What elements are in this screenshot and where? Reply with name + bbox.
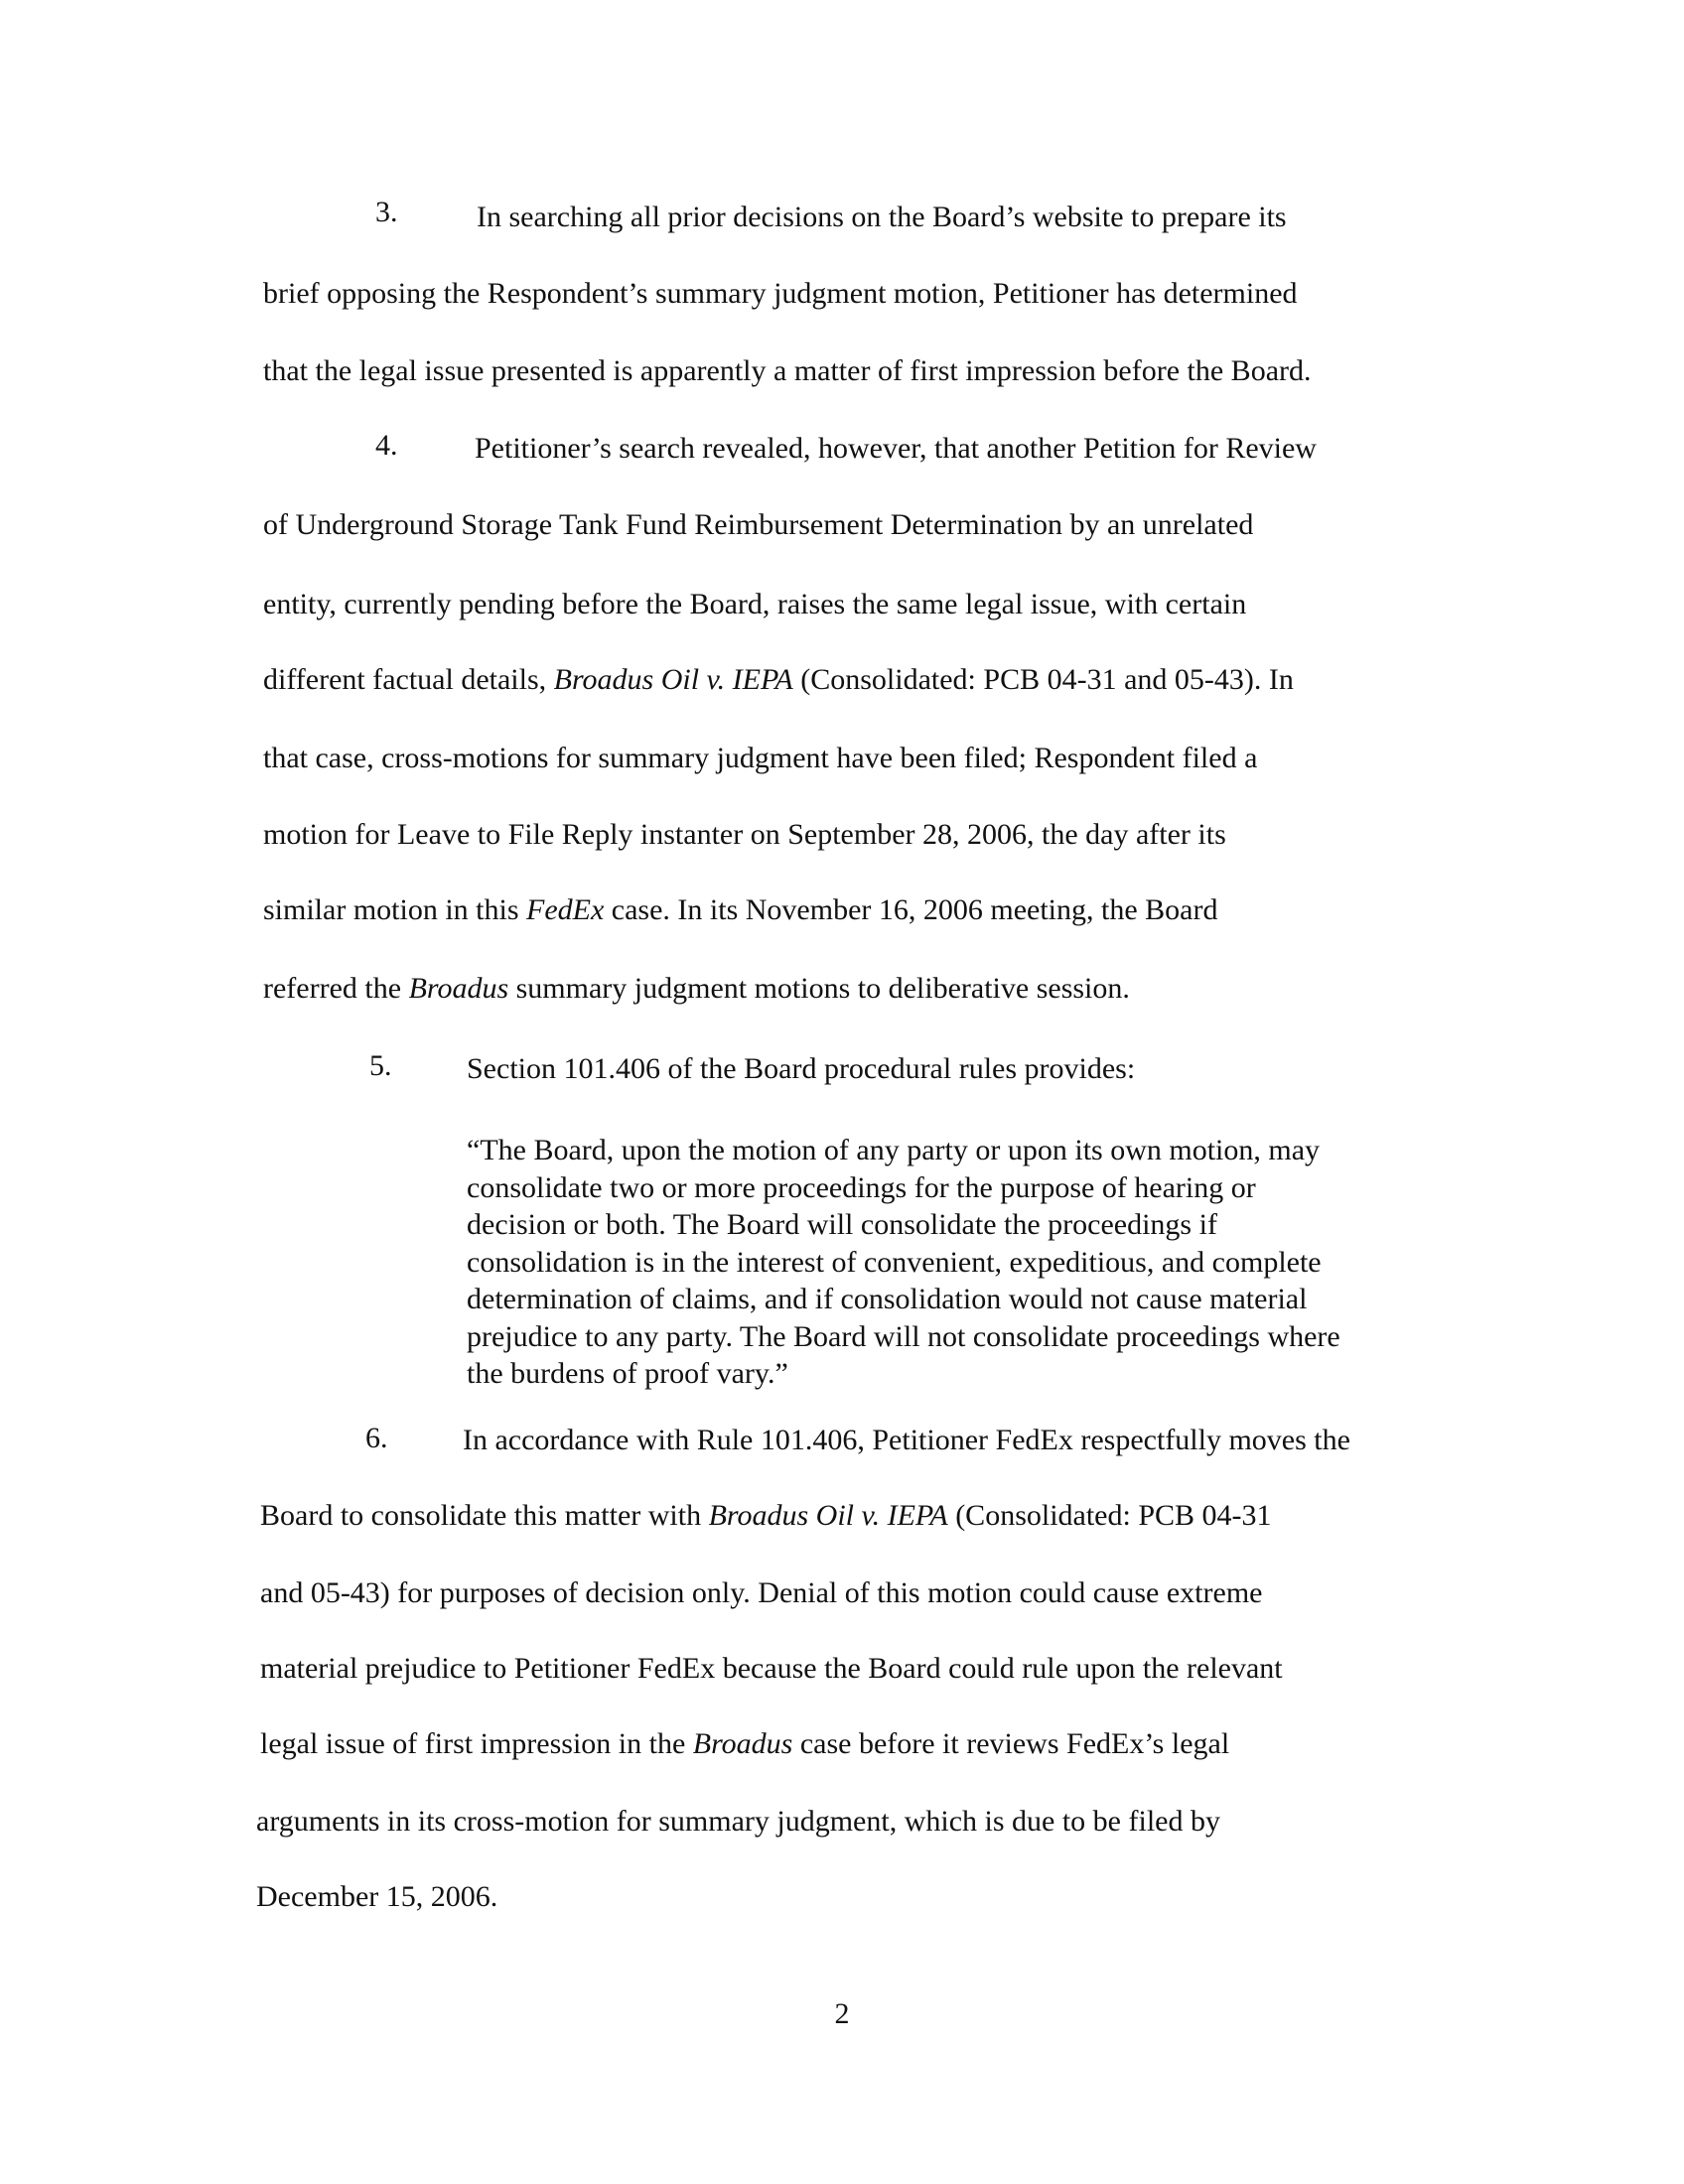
paragraph-6-line-7: December 15, 2006. xyxy=(256,1880,498,1913)
paragraph-4-line-2: of Underground Storage Tank Fund Reimbursement Determination by an unrelated xyxy=(263,508,1254,541)
quote-line: “The Board, upon the motion of any party or upon its own motion, may xyxy=(467,1134,1321,1166)
paragraph-4-line-4 xyxy=(263,661,1294,699)
paragraph-4-line-1: Petitioner’s search revealed, however, that another Petition for Review xyxy=(475,432,1317,465)
paragraph-5-text: Section 101.406 of the Board procedural rules provides: xyxy=(467,1052,1136,1085)
text-run: case before it reviews FedEx’s legal xyxy=(792,1727,1230,1760)
quote-line: prejudice to any party. The Board will not consolidate proceedings where xyxy=(467,1319,1340,1353)
paragraph-6-line-6: arguments in its cross-motion for summary judgment, which is due to be filed by xyxy=(256,1805,1220,1838)
paragraph-6-line-5 xyxy=(260,1725,1229,1763)
quote-line: determination of claims, and if consolidation would not cause material xyxy=(467,1283,1308,1315)
paragraph-3-line-3: that the legal issue presented is apparently a matter of first impression before the Board. xyxy=(263,354,1312,387)
paragraph-3-line-1: In searching all prior decisions on the Board’s website to prepare its xyxy=(477,201,1287,233)
block-quote xyxy=(467,1132,1460,1393)
text-run: referred the xyxy=(263,972,409,1005)
paragraph-number: 6. xyxy=(365,1422,388,1454)
paragraph-6-line-1: In accordance with Rule 101.406, Petitioner FedEx respectfully moves the xyxy=(463,1424,1350,1456)
text-run: similar motion in this xyxy=(263,893,527,926)
paragraph-6-line-2 xyxy=(260,1497,1272,1535)
case-citation: Broadus xyxy=(408,972,509,1005)
paragraph-number: 3. xyxy=(375,196,398,228)
text-run: case. In its November 16, 2006 meeting, the Board xyxy=(604,893,1218,926)
case-citation: Broadus Oil v. IEPA xyxy=(553,663,793,696)
text-run: summary judgment motions to deliberative session. xyxy=(508,972,1130,1005)
paragraph-4-line-6: motion for Leave to File Reply instanter on September 28, 2006, the day after its xyxy=(263,818,1226,851)
paragraph-4-line-7 xyxy=(263,891,1217,929)
quote-line: decision or both. The Board will consolidate the proceedings if xyxy=(467,1208,1217,1241)
quote-line: consolidation is in the interest of convenient, expeditious, and complete xyxy=(467,1245,1322,1279)
paragraph-4-line-8 xyxy=(263,970,1130,1008)
text-run: (Consolidated: PCB 04-31 and 05-43). In xyxy=(792,663,1294,696)
paragraph-number: 5. xyxy=(369,1049,392,1082)
text-run: different factual details, xyxy=(263,663,554,696)
text-run: (Consolidated: PCB 04-31 xyxy=(947,1499,1272,1532)
paragraph-number: 4. xyxy=(375,429,398,462)
text-run: Board to consolidate this matter with xyxy=(260,1499,709,1532)
quote-line: consolidate two or more proceedings for the purpose of hearing or xyxy=(467,1170,1256,1204)
case-citation: Broadus Oil v. IEPA xyxy=(708,1499,948,1532)
paragraph-6-line-4: material prejudice to Petitioner FedEx because the Board could rule upon the relevant xyxy=(260,1652,1283,1685)
paragraph-3-line-2: brief opposing the Respondent’s summary judgment motion, Petitioner has determined xyxy=(263,277,1298,310)
paragraph-6-line-3: and 05-43) for purposes of decision only. Denial of this motion could cause extreme xyxy=(260,1576,1263,1609)
paragraph-4-line-5: that case, cross-motions for summary judgment have been filed; Respondent filed a xyxy=(263,742,1258,774)
case-citation: FedEx xyxy=(526,893,605,926)
case-citation: Broadus xyxy=(692,1727,793,1760)
quote-line: the burdens of proof vary.” xyxy=(467,1357,788,1390)
page-number: 2 xyxy=(834,1997,850,2030)
text-run: legal issue of first impression in the xyxy=(260,1727,693,1760)
paragraph-4-line-3: entity, currently pending before the Board, raises the same legal issue, with certain xyxy=(263,588,1247,620)
